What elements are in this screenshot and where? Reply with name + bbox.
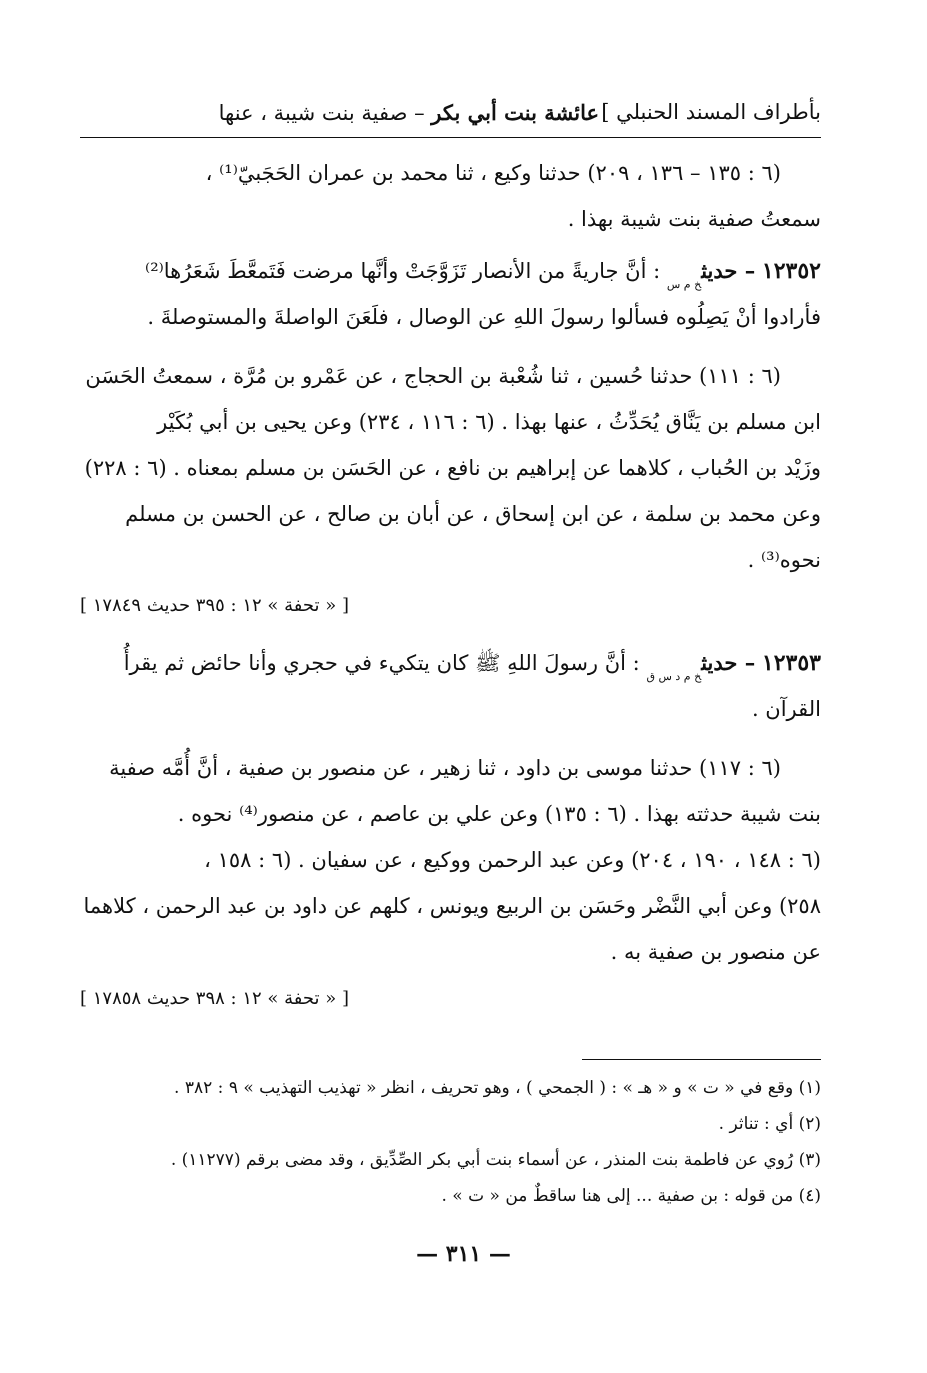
hadith-12352 bbox=[80, 248, 821, 340]
hadith-sigla: خ م د س ق bbox=[646, 670, 702, 683]
isnad-line: وزَيْد بن الحُباب ، كلاهما عن إبراهيم بن نافع ، عن الحَسَن بن مسلم بمعناه . (٦ : ٢٢٨) bbox=[84, 456, 821, 480]
intro-line: (٦ : ١٣٥ – ١٣٦ ، ٢٠٩) حدثنا وكيع ، ثنا محمد بن عمران الحَجَبيّ⁽¹⁾ ، bbox=[205, 161, 781, 185]
footnote: (٤) من قوله : بن صفية ... إلى هنا ساقطٌ من « ت » . bbox=[441, 1186, 821, 1206]
hadith-line bbox=[80, 248, 821, 294]
hadith-sigla: خ م س bbox=[666, 278, 702, 291]
isnad-line: (٦ : ١٤٨ ، ١٩٠ ، ٢٠٤) وعن عبد الرحمن ووكيع ، عن سفيان . (٦ : ١٥٨ ، bbox=[204, 848, 821, 872]
footnote: (١) وقع في « ت » و « هـ » : ( الجمحي ) ، وهو تحريف ، انظر « تهذيب التهذيب » ٩ : ٣٨٢ . bbox=[174, 1078, 821, 1098]
isnad-line: نحوه⁽³⁾ . bbox=[747, 548, 821, 572]
hadith-line bbox=[80, 640, 821, 686]
header-rule bbox=[80, 137, 821, 138]
footnote: (٣) رُوي عن فاطمة بنت المنذر ، عن أسماء بنت أبي بكر الصِّدِّيق ، وقد مضى برقم (١١٢٧٧) . bbox=[170, 1150, 821, 1170]
tuhfa-reference: [ « تحفة » ١٢ : ٣٩٨ حديث ١٧٨٥٨ ] bbox=[80, 988, 349, 1009]
isnad-line: بنت شيبة حدثته بهذا . (٦ : ١٣٥) وعن علي بن عاصم ، عن منصور⁽⁴⁾ نحوه . bbox=[177, 802, 821, 826]
intro-line: سمعتُ صفية بنت شيبة بهذا . bbox=[567, 207, 821, 231]
footnote: (٢) أي : تناثر . bbox=[718, 1114, 821, 1134]
header-subsection: – صفية بنت شيبة ، عنها bbox=[218, 101, 425, 125]
footnote-separator bbox=[582, 1059, 821, 1060]
isnad-line: وعن محمد بن سلمة ، عن ابن إسحاق ، عن أبان بن صالح ، عن الحسن بن مسلم bbox=[125, 502, 821, 526]
hadith-text: : أنَّ رسولَ اللهِ ﷺ كان يتكيء في حجري وأنا حائض ثم يقرأُ bbox=[123, 651, 640, 675]
hadith-line: القرآن . bbox=[751, 697, 821, 721]
header-section bbox=[219, 100, 599, 125]
intro-paragraph bbox=[80, 150, 821, 242]
hadith-label: – حديث bbox=[701, 650, 756, 675]
isnad-line: ابن مسلم بن يَنَّاق يُحَدِّثُ ، عنها بهذا . (٦ : ١١٦ ، ٢٣٤) وعن يحيى بن أبي بُكَيْر bbox=[157, 410, 821, 434]
running-header bbox=[80, 96, 821, 136]
hadith-text: : أنَّ جاريةً من الأنصار تَزَوَّجَتْ وأنَّها مرضت فَتَمعَّطَ شَعَرُها⁽²⁾ bbox=[145, 259, 661, 283]
isnad-paragraph bbox=[80, 745, 821, 975]
page-number: — ٣١١ — bbox=[416, 1241, 511, 1267]
isnad-line: عن منصور بن صفية به . bbox=[610, 940, 821, 964]
isnad-paragraph bbox=[80, 353, 821, 583]
isnad-line: (٦ : ١١١) حدثنا حُسين ، ثنا شُعْبة بن الحجاج ، عن عَمْرو بن مُرَّة ، سمعتُ الحَسَن bbox=[85, 364, 781, 388]
hadith-number: ١٢٣٥٣ bbox=[761, 650, 821, 676]
tuhfa-reference: [ « تحفة » ١٢ : ٣٩٥ حديث ١٧٨٤٩ ] bbox=[80, 595, 349, 616]
header-section-title: عائشة بنت أبي بكر bbox=[431, 100, 599, 125]
hadith-line: فأرادوا أنْ يَصِلُوه فسألوا رسولَ اللهِ عن الوصال ، فلَعَنَ الواصلةَ والمستوصلةَ . bbox=[147, 305, 821, 329]
hadith-12353 bbox=[80, 640, 821, 732]
footnotes bbox=[80, 1070, 821, 1214]
hadith-number: ١٢٣٥٢ bbox=[761, 258, 821, 284]
hadith-label: – حديث bbox=[701, 258, 756, 283]
header-book-title: بأطراف المسند الحنبلي ] bbox=[601, 100, 821, 124]
isnad-line: ٢٥٨) وعن أبي النَّضْر وحَسَن بن الربيع ويونس ، كلهم عن داود بن عبد الرحمن ، كلاهما bbox=[83, 894, 821, 918]
isnad-line: (٦ : ١١٧) حدثنا موسى بن داود ، ثنا زهير ، عن منصور بن صفية ، أنَّ أُمَّه صفية bbox=[109, 756, 781, 780]
